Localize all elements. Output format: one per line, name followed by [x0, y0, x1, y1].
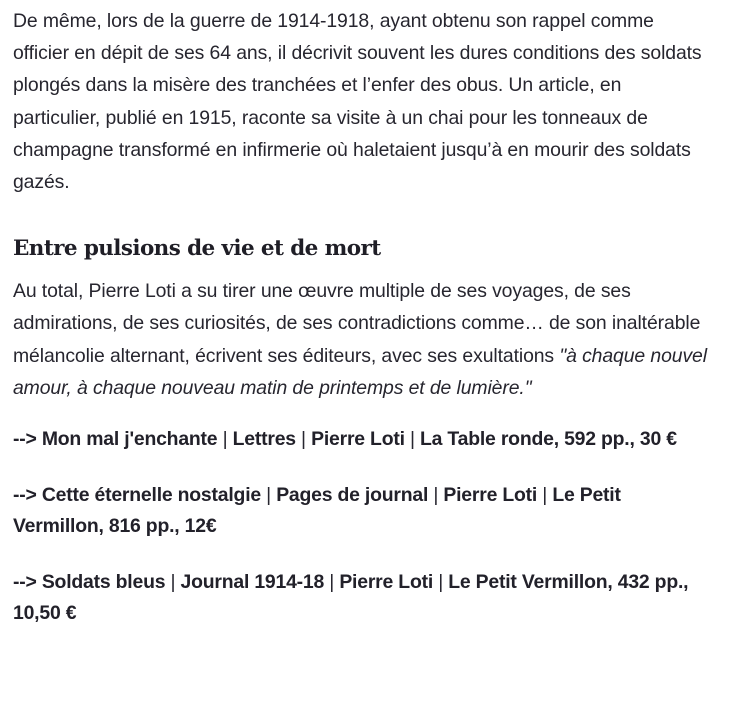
- book-author: Pierre Loti: [443, 483, 538, 506]
- separator: |: [428, 483, 444, 506]
- separator: |: [217, 428, 233, 451]
- separator: |: [433, 570, 449, 593]
- separator: |: [324, 570, 340, 593]
- book-title-link[interactable]: Cette éternelle nostalgie: [41, 483, 261, 506]
- paragraph-conclusion: [13, 275, 713, 404]
- separator: |: [404, 428, 421, 451]
- book-reference: [13, 424, 713, 456]
- separator: |: [537, 483, 553, 506]
- book-reference: [13, 567, 713, 630]
- arrow-marker: -->: [13, 483, 42, 506]
- book-details: Le Petit Vermillon, 816 pp., 12€: [13, 483, 621, 538]
- book-type: Journal 1914-18: [180, 570, 325, 593]
- book-reference: [13, 480, 713, 543]
- book-author: Pierre Loti: [339, 570, 434, 593]
- paragraph-conclusion-text: Au total, Pierre Loti a su tirer une œuvre multiple de ses voyages, de ses admirations, de ses curiosités, de ses contradictions comme… de son inaltérable mélancolie alternant, écrivent ses éditeurs, avec ses exultations: [13, 280, 701, 367]
- separator: |: [295, 428, 312, 451]
- book-details: La Table ronde, 592 pp., 30 €: [420, 428, 677, 451]
- section-heading: Entre pulsions de vie et de mort: [13, 236, 381, 262]
- book-type: Pages de journal: [276, 483, 429, 506]
- arrow-marker: -->: [13, 428, 42, 451]
- book-type: Lettres: [232, 428, 296, 451]
- book-author: Pierre Loti: [311, 428, 405, 451]
- book-title-link[interactable]: Soldats bleus: [41, 570, 166, 593]
- quote: "à chaque nouvel amour, à chaque nouveau matin de printemps et de lumière.": [13, 344, 707, 399]
- separator: |: [260, 483, 277, 506]
- separator: |: [165, 570, 181, 593]
- book-details: Le Petit Vermillon, 432 pp., 10,50 €: [13, 570, 689, 625]
- arrow-marker: -->: [13, 570, 42, 593]
- book-title-link[interactable]: Mon mal j'enchante: [41, 428, 218, 451]
- paragraph-war-reports: De même, lors de la guerre de 1914-1918, ayant obtenu son rappel comme officier en dépit de ses 64 ans, il décrivit souvent les dures conditions des soldats plongés dans la misère des tranchées et l’enfer des obus. Un article, en particulier, publié en 1915, raconte sa visite à un chai pour les tonneaux de champagne transformé en infirmerie où haletaient jusqu’à en mourir des soldats gazés.: [13, 10, 702, 194]
